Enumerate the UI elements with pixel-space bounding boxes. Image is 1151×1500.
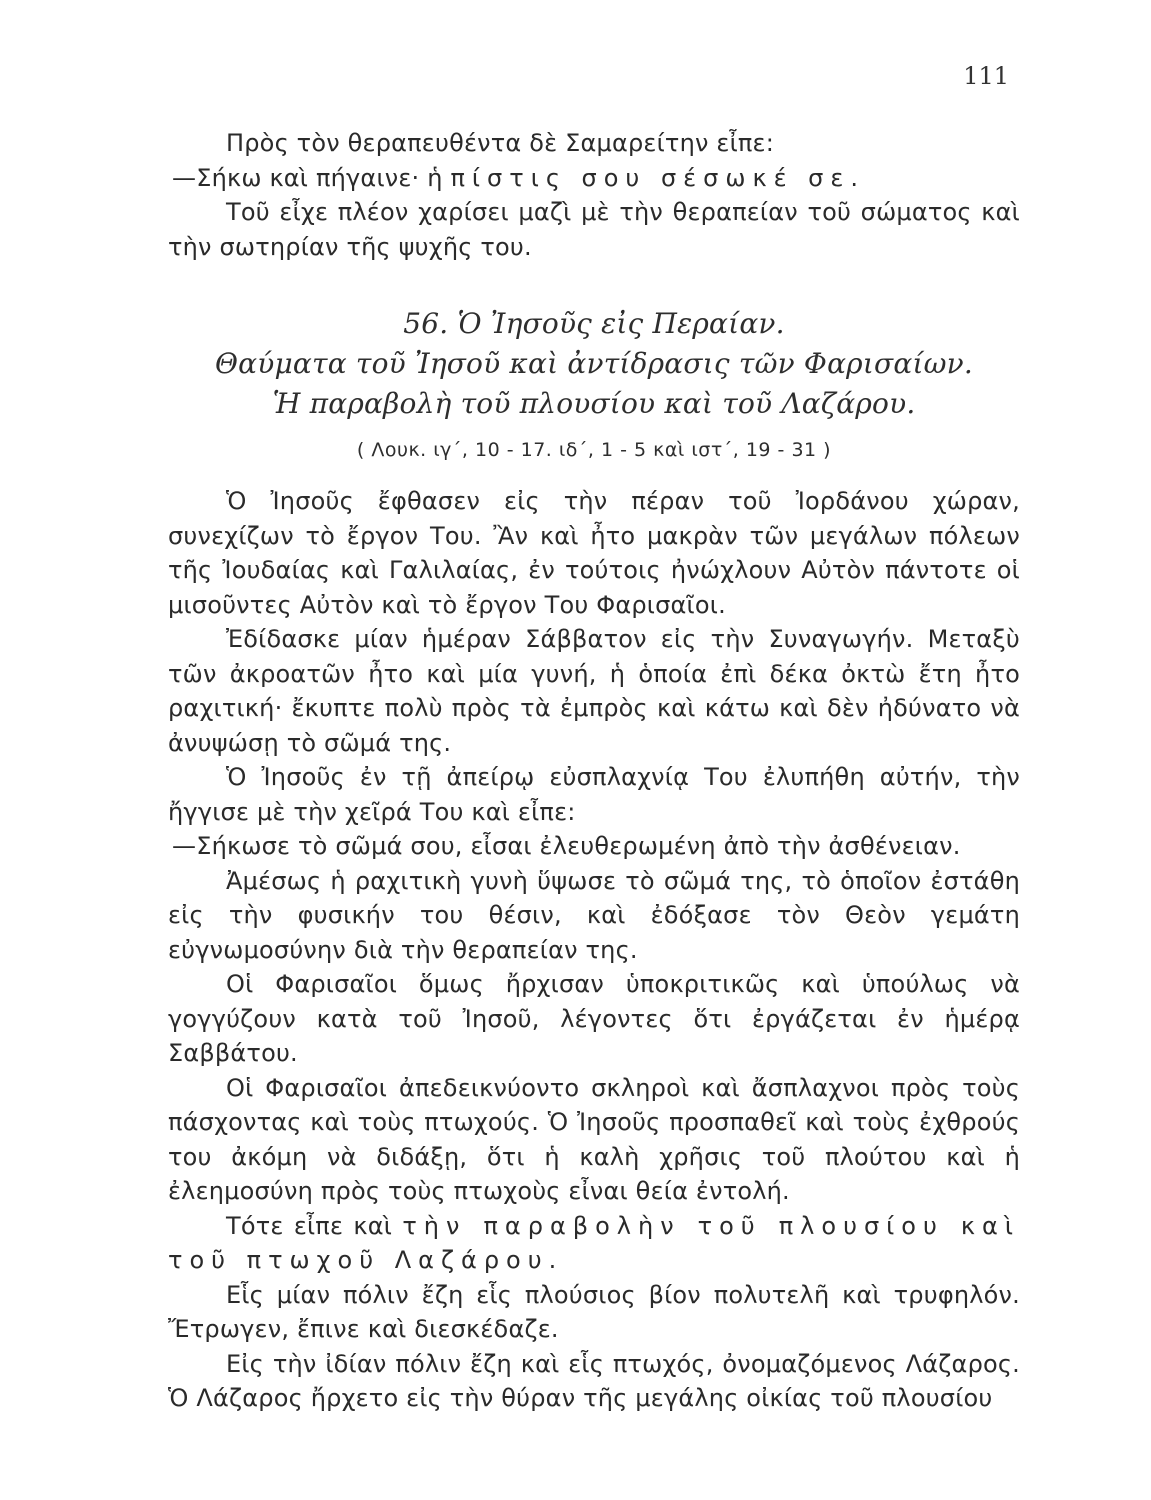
paragraph: Τοῦ εἶχε πλέον χαρίσει μαζὶ μὲ τὴν θεραπείαν τοῦ σώματος καὶ τὴν σωτηρίαν τῆς ψυχῆς του. [168, 198, 1020, 261]
paragraph: Οἱ Φαρισαῖοι ὅμως ἤρχισαν ὑποκριτικῶς καὶ ὑπούλως νὰ γογγύζουν κατὰ τοῦ Ἰησοῦ, λέγοντες ὅτι ἐργάζεται ἐν ἡμέρᾳ Σαββάτου. [168, 970, 1020, 1067]
paragraph: Εἰς τὴν ἰδίαν πόλιν ἔζη καὶ εἷς πτωχός, ὀνομαζόμενος Λάζαρος. Ὁ Λάζαρος ἤρχετο εἰς τὴν θύραν τῆς μεγάλης οἰκίας τοῦ πλουσίου [168, 1349, 1020, 1412]
section-subtitle: Ἡ παραβολὴ τοῦ πλουσίου καὶ τοῦ Λαζάρου. [272, 387, 916, 420]
paragraph: Οἱ Φαρισαῖοι ἀπεδεικνύοντο σκληροὶ καὶ ἄσπλαχνοι πρὸς τοὺς πάσχοντας καὶ τοὺς πτωχούς. Ὁ Ἰησοῦς προσπαθεῖ καὶ τοὺς ἐχθρούς του ἀκόμη νὰ διδάξῃ, ὅτι ἡ καλὴ χρῆσις τοῦ πλούτου καὶ ἡ ἐλεημοσύνη πρὸς τοὺς πτωχοὺς εἶναι θεία ἐντολή. [168, 1073, 1020, 1205]
dialogue-line [172, 161, 1020, 196]
page-number: 111 [963, 62, 1009, 90]
lead-in: Τότε εἶπε καὶ [226, 1211, 393, 1240]
page-body [168, 126, 1020, 1416]
paragraph: Ἀμέσως ἡ ραχιτικὴ γυνὴ ὕψωσε τὸ σῶμά της, τὸ ὁποῖον ἐστάθη εἰς τὴν φυσικήν του θέσιν, καὶ ἐδόξασε τὸν Θεὸν γεμάτη εὐγνωμοσύνην διὰ τὴν θεραπείαν της. [168, 866, 1020, 964]
section-title: 56. Ὁ Ἰησοῦς εἰς Περαίαν. [403, 307, 785, 340]
paragraph: Ἐδίδασκε μίαν ἡμέραν Σάββατον εἰς τὴν Συναγωγήν. Μεταξὺ τῶν ἀκροατῶν ἦτο καὶ μία γυνή, ἡ ὁποία ἐπὶ δέκα ὀκτὼ ἔτη ἦτο ραχιτική· ἔκυπτε πολὺ πρὸς τὰ ἐμπρὸς καὶ κάτω καὶ δὲν ἠδύνατο νὰ ἀνυψώσῃ τὸ σῶμά της. [168, 625, 1020, 757]
section-subtitle: Θαύματα τοῦ Ἰησοῦ καὶ ἀντίδρασις τῶν Φαρισαίων. [215, 347, 973, 380]
emphasized-phrase: πίστις σου σέσωκέ σε. [450, 163, 865, 192]
paragraph: Ὁ Ἰησοῦς ἐν τῇ ἀπείρῳ εὐσπλαχνίᾳ Του ἐλυπήθη αὐτήν, τὴν ἤγγισε μὲ τὴν χεῖρά Του καὶ εἶπε: [168, 763, 1020, 826]
paragraph: Εἷς μίαν πόλιν ἔζη εἷς πλούσιος βίον πολυτελῆ καὶ τρυφηλόν. Ἔτρωγεν, ἔπινε καὶ διεσκέδαζε. [168, 1280, 1020, 1343]
section-heading [168, 304, 1020, 470]
paragraph-intro: Πρὸς τὸν θεραπευθέντα δὲ Σαμαρείτην εἶπε: [226, 129, 775, 157]
paragraph [168, 1209, 1020, 1278]
paragraph: Ὁ Ἰησοῦς ἔφθασεν εἰς τὴν πέραν τοῦ Ἰορδάνου χώραν, συνεχίζων τὸ ἔργον Του. Ἂν καὶ ἦτο μακρὰν τῶν μεγάλων πόλεων τῆς Ἰουδαίας καὶ Γαλιλαίας, ἐν τούτοις ἠνώχλουν Αὐτὸν πάντοτε οἱ μισοῦντες Αὐτὸν καὶ τὸ ἔργον Του Φαρισαῖοι. [168, 487, 1020, 619]
emphasized-phrase: τὴν παραβολὴν τοῦ πλουσίου καὶ τοῦ πτωχοῦ Λαζάρου. [168, 1211, 1020, 1274]
dialogue-speech: —Σήκω καὶ πήγαινε· ἡ [172, 163, 443, 192]
dialogue-line: —Σήκωσε τὸ σῶμά σου, εἶσαι ἐλευθερωμένη ἀπὸ τὴν ἀσθένειαν. [172, 832, 961, 860]
scripture-citation: ( Λουκ. ιγ΄, 10 - 17. ιδ΄, 1 - 5 καὶ ιστ΄, 19 - 31 ) [356, 439, 832, 461]
